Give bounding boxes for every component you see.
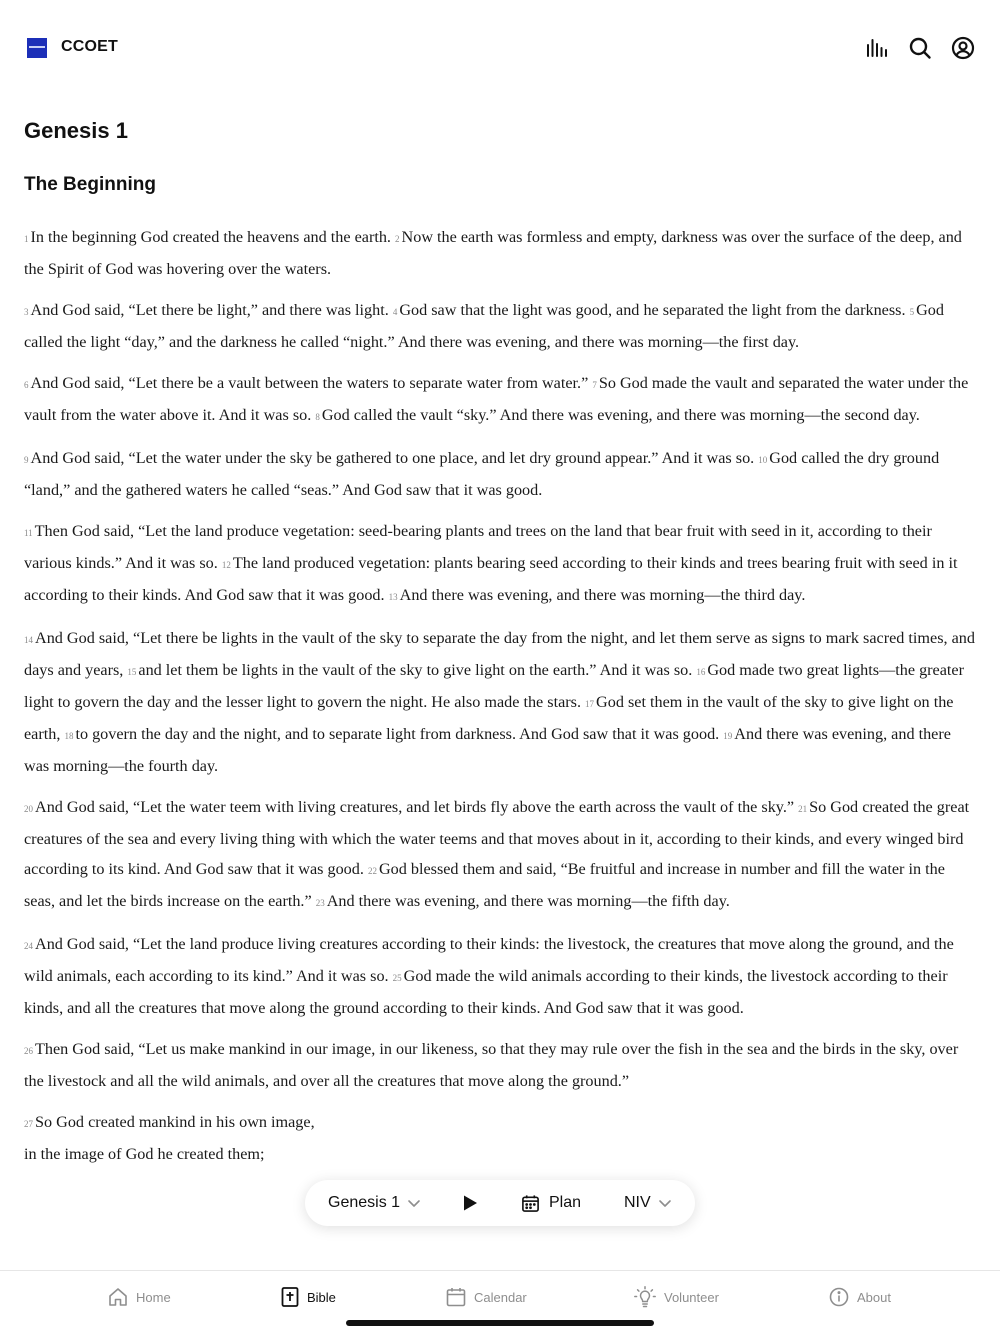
verse-number[interactable]: 25 bbox=[392, 973, 402, 983]
verse-text[interactable]: And there was evening, and there was morning—the fourth day. bbox=[24, 725, 951, 775]
verse-text[interactable]: God saw that the light was good, and he separated the light from the darkness. bbox=[399, 301, 906, 319]
verse-text[interactable]: In the beginning God created the heavens and the earth. bbox=[30, 228, 391, 246]
verse-text[interactable]: So God created the great creatures of the sea and every living thing with which the water teems and that moves about in it, according to their kinds, and every winged bird according to its kind. And God saw that it was good. bbox=[24, 798, 970, 878]
verse-number[interactable]: 8 bbox=[315, 412, 320, 422]
nav-item-label: About bbox=[857, 1289, 891, 1305]
verse-number[interactable]: 26 bbox=[24, 1046, 33, 1056]
verse-number[interactable]: 23 bbox=[315, 898, 325, 908]
play-button[interactable] bbox=[462, 1180, 478, 1226]
verse-text[interactable]: So God made the vault and separated the water under the vault from the water above it. And it was so. bbox=[24, 374, 969, 424]
verse-number[interactable]: 15 bbox=[127, 667, 137, 677]
verse-text[interactable]: And God said, “Let there be light,” and there was light. bbox=[30, 301, 389, 319]
verse-text[interactable]: to govern the day and the night, and to separate light from darkness. And God saw that it was good. bbox=[75, 725, 720, 743]
paragraph bbox=[24, 792, 979, 918]
verse-text[interactable]: And there was evening, and there was morning—the fifth day. bbox=[326, 892, 730, 910]
poetry-line[interactable] bbox=[24, 1107, 979, 1139]
verse-text: So God created mankind in his own image, bbox=[35, 1113, 315, 1131]
verse-text[interactable]: And God said, “Let the water teem with living creatures, and let birds fly above the earth across the vault of the sky.” bbox=[35, 798, 795, 816]
nav-item-about[interactable] bbox=[829, 1285, 891, 1309]
verse-text[interactable]: God set them in the vault of the sky to give light on the earth, bbox=[24, 693, 954, 743]
verse-number[interactable]: 2 bbox=[395, 234, 400, 244]
lightbulb-icon bbox=[634, 1286, 664, 1308]
nav-item-label: Calendar bbox=[474, 1289, 527, 1305]
bible-reader bbox=[24, 112, 979, 1270]
nav-item-label: Volunteer bbox=[664, 1289, 719, 1305]
verse-number[interactable]: 16 bbox=[696, 667, 706, 677]
verse-number[interactable]: 21 bbox=[798, 804, 808, 814]
chapter-title: Genesis 1 bbox=[24, 118, 128, 143]
verse-text[interactable]: Then God said, “Let the land produce vegetation: seed-bearing plants and trees on the land that bear fruit with seed in it, according to their various kinds.” And it was so. bbox=[24, 522, 932, 572]
chevron-down-icon bbox=[407, 1196, 421, 1210]
nav-item-label: Home bbox=[136, 1289, 171, 1305]
church-logo-icon[interactable] bbox=[27, 38, 47, 58]
verse-number[interactable]: 1 bbox=[24, 234, 29, 244]
verse-number[interactable]: 19 bbox=[723, 731, 733, 741]
paragraph bbox=[24, 623, 979, 781]
home-indicator bbox=[346, 1320, 654, 1326]
home-icon bbox=[108, 1287, 136, 1307]
verse-number[interactable]: 3 bbox=[24, 307, 29, 317]
nav-item-volunteer[interactable] bbox=[634, 1285, 719, 1309]
verse-number[interactable]: 9 bbox=[24, 455, 29, 465]
verse-text: in the image of God he created them; bbox=[24, 1145, 265, 1163]
verse-number[interactable]: 11 bbox=[24, 528, 33, 538]
poetry-line[interactable] bbox=[24, 1139, 979, 1169]
version-selector-label: NIV bbox=[624, 1194, 651, 1211]
verse-text[interactable]: and let them be lights in the vault of the sky to give light on the earth.” And it was so. bbox=[138, 661, 693, 679]
reader-control-bar bbox=[305, 1180, 695, 1226]
verse-number[interactable]: 17 bbox=[585, 699, 595, 709]
app-name[interactable]: CCOET bbox=[61, 38, 118, 55]
info-icon bbox=[829, 1287, 857, 1307]
verse-number[interactable]: 7 bbox=[592, 380, 597, 390]
audio-bars-icon[interactable] bbox=[865, 36, 889, 60]
calendar-icon bbox=[446, 1287, 474, 1307]
version-selector[interactable] bbox=[624, 1180, 672, 1226]
section-heading: The Beginning bbox=[24, 174, 156, 195]
verse-text[interactable]: God made the wild animals according to their kinds, the livestock according to their kinds, and all the creatures that move along the ground according to their kinds. And God saw that it was good. bbox=[24, 967, 948, 1017]
verse-number[interactable]: 22 bbox=[367, 866, 377, 876]
plan-button[interactable] bbox=[521, 1180, 581, 1226]
verse-number[interactable]: 4 bbox=[392, 307, 398, 317]
account-icon[interactable] bbox=[951, 36, 975, 60]
verse-number[interactable]: 6 bbox=[24, 380, 29, 390]
chapter-selector[interactable] bbox=[328, 1180, 421, 1226]
verse-number[interactable]: 24 bbox=[24, 941, 33, 951]
paragraph bbox=[24, 443, 979, 505]
paragraph bbox=[24, 222, 979, 284]
verse-number[interactable]: 5 bbox=[909, 307, 915, 317]
verse-number[interactable]: 10 bbox=[758, 455, 768, 465]
paragraph bbox=[24, 295, 979, 357]
verse-text[interactable]: God called the dry ground “land,” and the gathered waters he called “seas.” And God saw that it was good. bbox=[24, 449, 940, 499]
verse-text[interactable]: And God said, “Let the land produce living creatures according to their kinds: the livestock, the creatures that move along the ground, and the wild animals, each according to its kind.” And it was so. bbox=[24, 935, 954, 985]
verse-text[interactable]: The land produced vegetation: plants bearing seed according to their kinds and trees bearing fruit with seed in it according to their kinds. And God saw that it was good. bbox=[24, 554, 958, 604]
verse-number[interactable]: 12 bbox=[221, 560, 231, 570]
paragraph bbox=[24, 1034, 979, 1096]
poetry-block bbox=[24, 1107, 979, 1169]
calendar-icon bbox=[521, 1194, 540, 1213]
paragraph bbox=[24, 368, 979, 432]
verse-text[interactable]: God called the vault “sky.” And there was evening, and there was morning—the second day. bbox=[321, 406, 920, 424]
nav-item-calendar[interactable] bbox=[446, 1285, 527, 1309]
verse-number[interactable]: 27 bbox=[24, 1119, 33, 1129]
verse-number[interactable]: 14 bbox=[24, 635, 33, 645]
nav-item-home[interactable] bbox=[108, 1285, 171, 1309]
verse-text[interactable]: God made two great lights—the greater light to govern the day and the lesser light to govern the night. He also made the stars. bbox=[24, 661, 964, 711]
paragraph bbox=[24, 929, 979, 1023]
search-icon[interactable] bbox=[908, 36, 932, 60]
verse-text[interactable]: And God said, “Let there be a vault between the waters to separate water from water.” bbox=[30, 374, 589, 392]
nav-item-bible[interactable] bbox=[281, 1285, 336, 1309]
verse-text[interactable]: God blessed them and said, “Be fruitful and increase in number and fill the water in the seas, and let the birds increase on the earth.” bbox=[24, 860, 945, 910]
verse-text[interactable]: And there was evening, and there was morning—the third day. bbox=[399, 586, 806, 604]
verse-number[interactable]: 18 bbox=[64, 731, 74, 741]
passage-text bbox=[24, 222, 979, 1169]
play-icon bbox=[462, 1194, 478, 1212]
app-header bbox=[0, 0, 1000, 96]
verse-text[interactable]: And God said, “Let there be lights in the vault of the sky to separate the day from the night, and let them serve as signs to mark sacred times, and days and years, bbox=[24, 629, 975, 679]
chevron-down-icon bbox=[658, 1196, 672, 1210]
chapter-selector-label: Genesis 1 bbox=[328, 1194, 401, 1211]
verse-text[interactable]: Then God said, “Let us make mankind in our image, in our likeness, so that they may rule over the fish in the sea and the birds in the sky, over the livestock and all the wild animals, and over all the creatures that move along the ground.” bbox=[24, 1040, 959, 1090]
verse-text[interactable]: God called the light “day,” and the darkness he called “night.” And there was evening, and there was morning—the first day. bbox=[24, 301, 944, 351]
bible-icon bbox=[281, 1287, 307, 1307]
verse-text[interactable]: Now the earth was formless and empty, darkness was over the surface of the deep, and the Spirit of God was hovering over the waters. bbox=[24, 228, 962, 278]
plan-label: Plan bbox=[549, 1194, 582, 1211]
paragraph bbox=[24, 516, 979, 612]
verse-number[interactable]: 20 bbox=[24, 804, 33, 814]
verse-text[interactable]: And God said, “Let the water under the sky be gathered to one place, and let dry ground appear.” And it was so. bbox=[30, 449, 755, 467]
nav-item-label: Bible bbox=[307, 1289, 336, 1305]
verse-number[interactable]: 13 bbox=[388, 592, 398, 602]
